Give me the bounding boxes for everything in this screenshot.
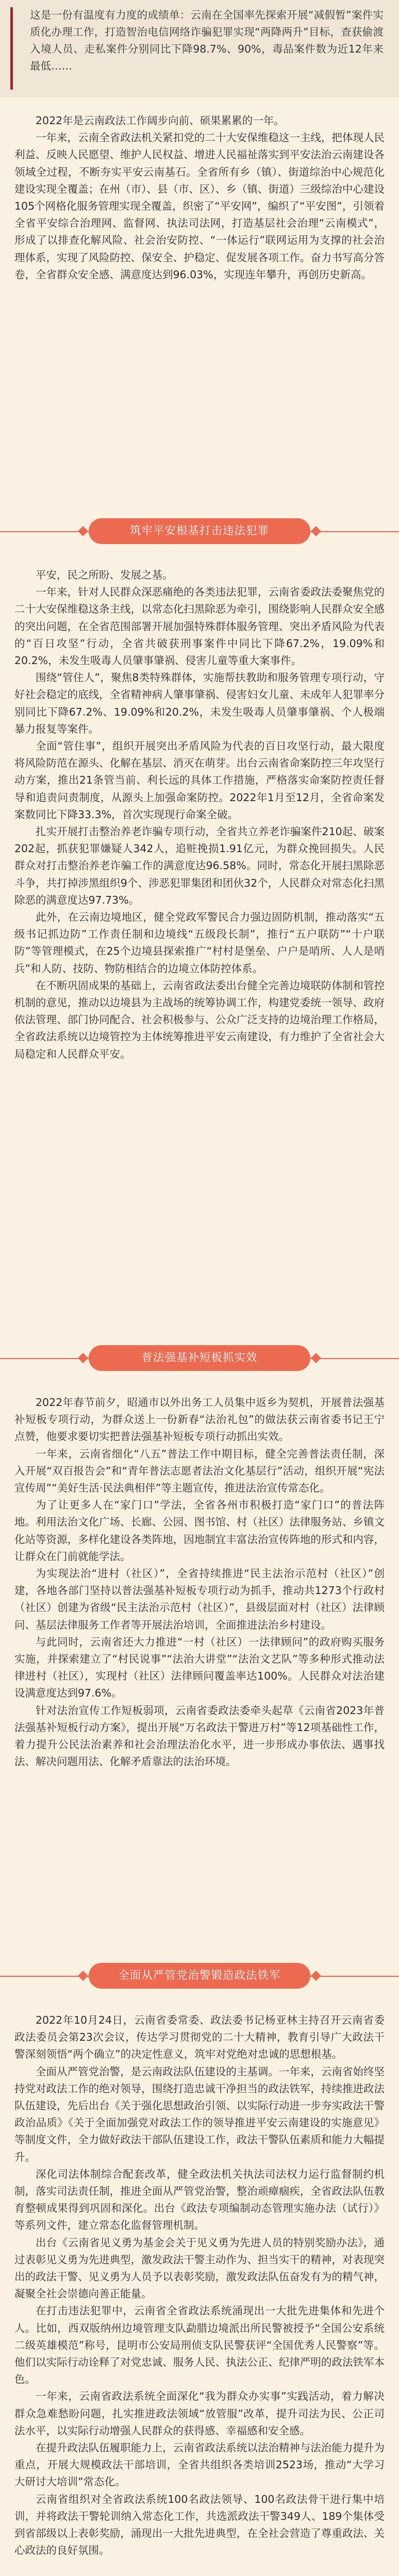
paragraph: 平安，民之所盼、发展之基。	[36, 569, 173, 581]
paragraph: 2022年10月24日，云南省委常委、政法委书记杨亚林主持召开云南省委政法委员会第23次会议，传达学习贯彻党的二十大精神，教育引导广大政法干警深刻领悟“两个确立”的决定性意义，筑牢对党绝对忠诚的思想根基。	[14, 2014, 385, 2061]
paragraph: 一年来，云南全省政法机关紧扣党的二十大安保维稳这一主线，把体现人民利益、反映人民愿望、维护人民权益、增进人民福祉落实到平安法治云南建设各领域全过程，不断夯实平安云南基石。全省所有乡（镇）、街道综治中心规范化建设实现全覆盖；在州（市）、县（市、区）、乡（镇、街道）三级综治中心建设105个网格化服务管理实现全覆盖，织密了“平安网”，编织了“平安图”，引领着全省平安综合治理网、监督网、执法司法网，打造基层社会治理“云南模式”，形成了以排查化解风险、社会治安防控、“一体运行”联网运用为支撑的社会治理体系，实现了风险防控、保安全、护稳定、促发展各项工作。奋力书写高分答卷，全省群众安全感、满意度达到96.03%，实现连年攀升，再创历史新高。	[14, 131, 385, 281]
intro-quote-text: 这是一份有温度有力度的成绩单：云南在全国率先探索开展“减假暂”案件实质化办理工作，打造智治电信网络诈骗犯罪实现“两降两升”目标，查获偷渡入境人员、走私案件分别同比下降98.7%、90%，毒品案件数为近12年来最低……	[30, 9, 384, 72]
diamond-ornament-icon	[310, 526, 322, 537]
paragraph: 一年来，针对人民群众深恶痛绝的各类违法犯罪，云南省委政法委聚焦党的二十大安保维稳这条主线，以常态化扫黑除恶为牵引，围绕影响人民群众安全感的突出问题，在全省范围部署开展加强特殊群体服务管理、突出矛盾风险为代表的“百日攻坚”行动，全省共破获刑事案件中同比下降67.2%，19.09%和20.2%，未发生吸毒人员肇事肇祸、侵害儿童等重大案事件。	[14, 586, 385, 667]
paragraph: 一年来，云南省细化“八五”普法工作中期目标，健全完善普法责任制，深入开展“双百报告会”和“青年普法志愿者法治文化基层行”活动，组织开展“宪法宣传周”“美好生活·民法典相伴”等主题宣传，推进法治宣传常态化。	[14, 1447, 385, 1495]
paragraph: 与此同时，云南省还大力推进“一村（社区）一法律顾问”的政府购买服务实施，并探索建立了“村民说事”“法治大讲堂”“法治文艺队”等多种形式推动法律进村（社区），实现村（社区）法律顾问覆盖率达100%。人民群众对法治建设满意度达到97.6%。	[14, 1635, 385, 1700]
diamond-ornament-icon	[310, 1970, 322, 1981]
paragraph: 云南省组织对全省政法系统100名政法领导、100名政法骨干进行集中培训，并将政法干警轮训纳入常态化工作，共选派政法干警349人、189个集体受到省部级以上表彰奖励，涌现出一大批先进典型，在全社会营造了尊重政法、关心政法的良好氛围。	[14, 2493, 385, 2557]
diamond-ornament-icon	[77, 526, 89, 537]
paragraph: 针对法治宣传工作短板弱项，云南省委政法委牵头起草《云南省2023年普法强基补短板行动方案》，提出开展“万名政法干警进万村”等12项基础性工作，着力提升公民法治素养和社会治理法治化水平，进一步形成办事依法、遇事找法、解决问题用法、化解矛盾靠法的法治环境。	[14, 1704, 385, 1768]
section-banner-2	[0, 1342, 399, 1375]
paragraph: 在提升政法队伍履职能力上，云南省政法系统以法治精神与法治能力提升为重点，开展大规模政法干部培训，全省共组织各类培训2523场，推动“大学习大研讨大培训”常态化。	[14, 2442, 385, 2488]
section-team-building	[14, 2012, 385, 2560]
paragraph: 2022年是云南政法工作阔步向前、硕果累累的一年。	[36, 114, 285, 127]
paragraph: 扎实开展打击整治养老诈骗专项行动，全省共立养老诈骗案件210起、破案202起，抓获犯罪嫌疑人342人，追赃挽损1.91亿元，为群众挽回损失。人民群众对打击整治养老诈骗工作的满意度达96.58%。同时，常态化开展扫黑除恶斗争，共打掉涉黑组织9个、涉恶犯罪集团和团伙32个，人民群众对常态化扫黑除恶的满意度达97.73%。	[14, 825, 385, 906]
paragraph: 为了让更多人在“家门口”学法，全省各州市积极打造“家门口”的普法阵地。利用法治文化广场、长廊、公园、图书馆、村（社区）法律服务站、乡镇文化站等资源，多样化建设各类阵地，因地制宜丰富法治宣传阵地的形式和内容，让群众在门前就能学法。	[14, 1499, 385, 1563]
section-legal-education	[14, 1394, 385, 1770]
quote-accent-bar	[10, 7, 13, 90]
paragraph: 一年来，云南省政法系统全面深化“我为群众办实事”实践活动，着力解决群众急难愁盼问题，扎实推进政法领域“放管服”改革，提升司法为民、公正司法水平，以实际行动增强人民群众的获得感、幸福感和安全感。	[14, 2390, 385, 2437]
paragraph: 全面从严管党治警，是云南政法队伍建设的主基调。一年来，云南省始终坚持党对政法工作的绝对领导，围绕打造忠诚干净担当的政法铁军，持续推进政法队伍建设，先后出台《关于强化思想政治引领、以实际行动进一步夯实政法干警政治品质》《关于全面加强党对政法工作的领导推进平安云南建设的实施意见》等制度文件，全力做好政法干部队伍建设工作，政法干警队伍素质和能力大幅提升。	[14, 2065, 385, 2163]
paragraph: 全面“管住事”，组织开展突出矛盾风险为代表的百日攻坚行动，最大限度将风险防范在源头、化解在基层、消灭在萌芽。出台云南省命案防控三年攻坚行动方案，推出21条管当前、利长远的具体工作措施，严格落实命案防控责任督导和追责问责制度，从源头上加强命案防控。2022年1月至12月，全省命案发案数同比下降33.3%，首次实现现行命案全破。	[14, 740, 385, 821]
paragraph: 深化司法体制综合配套改革，健全政法机关执法司法权力运行监督制约机制，落实司法责任制，推进全面从严管党治警，整治顽瘴痼疾，全省政法队伍教育整顿成果得到巩固和深化。出台《政法专项编制动态管理实施办法（试行）》等系列文件，建立常态化监督管理机制。	[14, 2167, 385, 2232]
section-heading: 筑牢平安根基打击违法犯罪	[89, 518, 310, 544]
diamond-ornament-icon	[77, 1970, 89, 1981]
section-banner-1	[0, 515, 399, 548]
paragraph: 2022年春节前夕，昭通市以外出务工人员集中返乡为契机，开展普法强基补短板专项行动，为群众送上一份新春“法治礼包”的做法获云南省委书记王宁点赞，他要求要切实把普法强基补短板专项行动抓出实效。	[14, 1396, 385, 1443]
paragraph: 围绕“管住人”，聚焦8类特殊群体，实施帮扶教助和服务管理专项行动，守好社会稳定的底线，全省精神病人肇事肇祸、侵害妇女儿童、未成年人犯罪率分别同比下降67.2%、19.09%和20.2%，未发生吸毒人员肇事肇祸、个人极端暴力报复等案件。	[14, 671, 385, 735]
paragraph: 在不断巩固成果的基础上，云南省政法委出台健全完善边境联防体制和管控机制的意见，推动以边境县为主战场的统筹协调工作，构建党委统一领导、政府依法管理、部门协同配合、社会积极参与、公众广泛支持的边境治理工作格局，全省政法系统以边境管控为主体统筹推进平安云南建设，有力维护了全省社会大局稳定和人民群众平安。	[14, 979, 385, 1060]
paragraph: 在打击违法犯罪中，云南省全省政法系统涌现出一大批先进集体和先进个人。比如，西双版纳州边境管理支队勐腊边境派出所民警被授予“全国公安系统二级英雄模范”称号，昆明市公安局刑侦支队民警获评“全国优秀人民警察”等。他们以实际行动诠释了对党忠诚、服务人民、执法公正、纪律严明的政法铁军本色。	[14, 2304, 385, 2386]
section-public-safety	[14, 567, 385, 1063]
intro-quote-block	[0, 0, 399, 97]
paragraph: 此外，在云南边境地区，健全党政军警民合力强边固防机制，推动落实“五级书记抓边防”工作责任制和边境线“五级段长制”，推行“五户联防”“十户联防”等管理模式，在25个边境县探索推广“村村是堡垒、户户是哨所、人人是哨兵”和人防、技防、物防相结合的边境立体防控体系。	[14, 911, 385, 975]
diamond-ornament-icon	[310, 1352, 322, 1364]
section-heading: 全面从严管党治警锻造政法铁军	[89, 1963, 310, 1989]
section-overview	[14, 112, 385, 283]
paragraph: 出台《云南省见义勇为基金会关于见义勇为先进人员的特别奖励办法》，通过表彰见义勇为先进典型，激发政法干警主动作为、担当实干的精神，对表现突出的政法干警、见义勇为人员予以表彰奖励，激发政法队伍奋发有为的精气神，凝聚全社会崇德向善正能量。	[14, 2236, 385, 2300]
section-heading: 普法强基补短板抓实效	[89, 1345, 310, 1371]
section-banner-3	[0, 1960, 399, 1993]
paragraph: 为实现法治“进村（社区）”，全省持续推进“民主法治示范村（社区）”创建，各地各部门坚持以普法强基补短板专项行动为抓手，推动共1273个行政村（社区）创建为省级“民主法治示范村（社区）”，县级层面对村（社区）法律顾问、基层法律服务工作者等开展法治培训，全面推进法治乡村建设。	[14, 1567, 385, 1631]
diamond-ornament-icon	[77, 1352, 89, 1364]
